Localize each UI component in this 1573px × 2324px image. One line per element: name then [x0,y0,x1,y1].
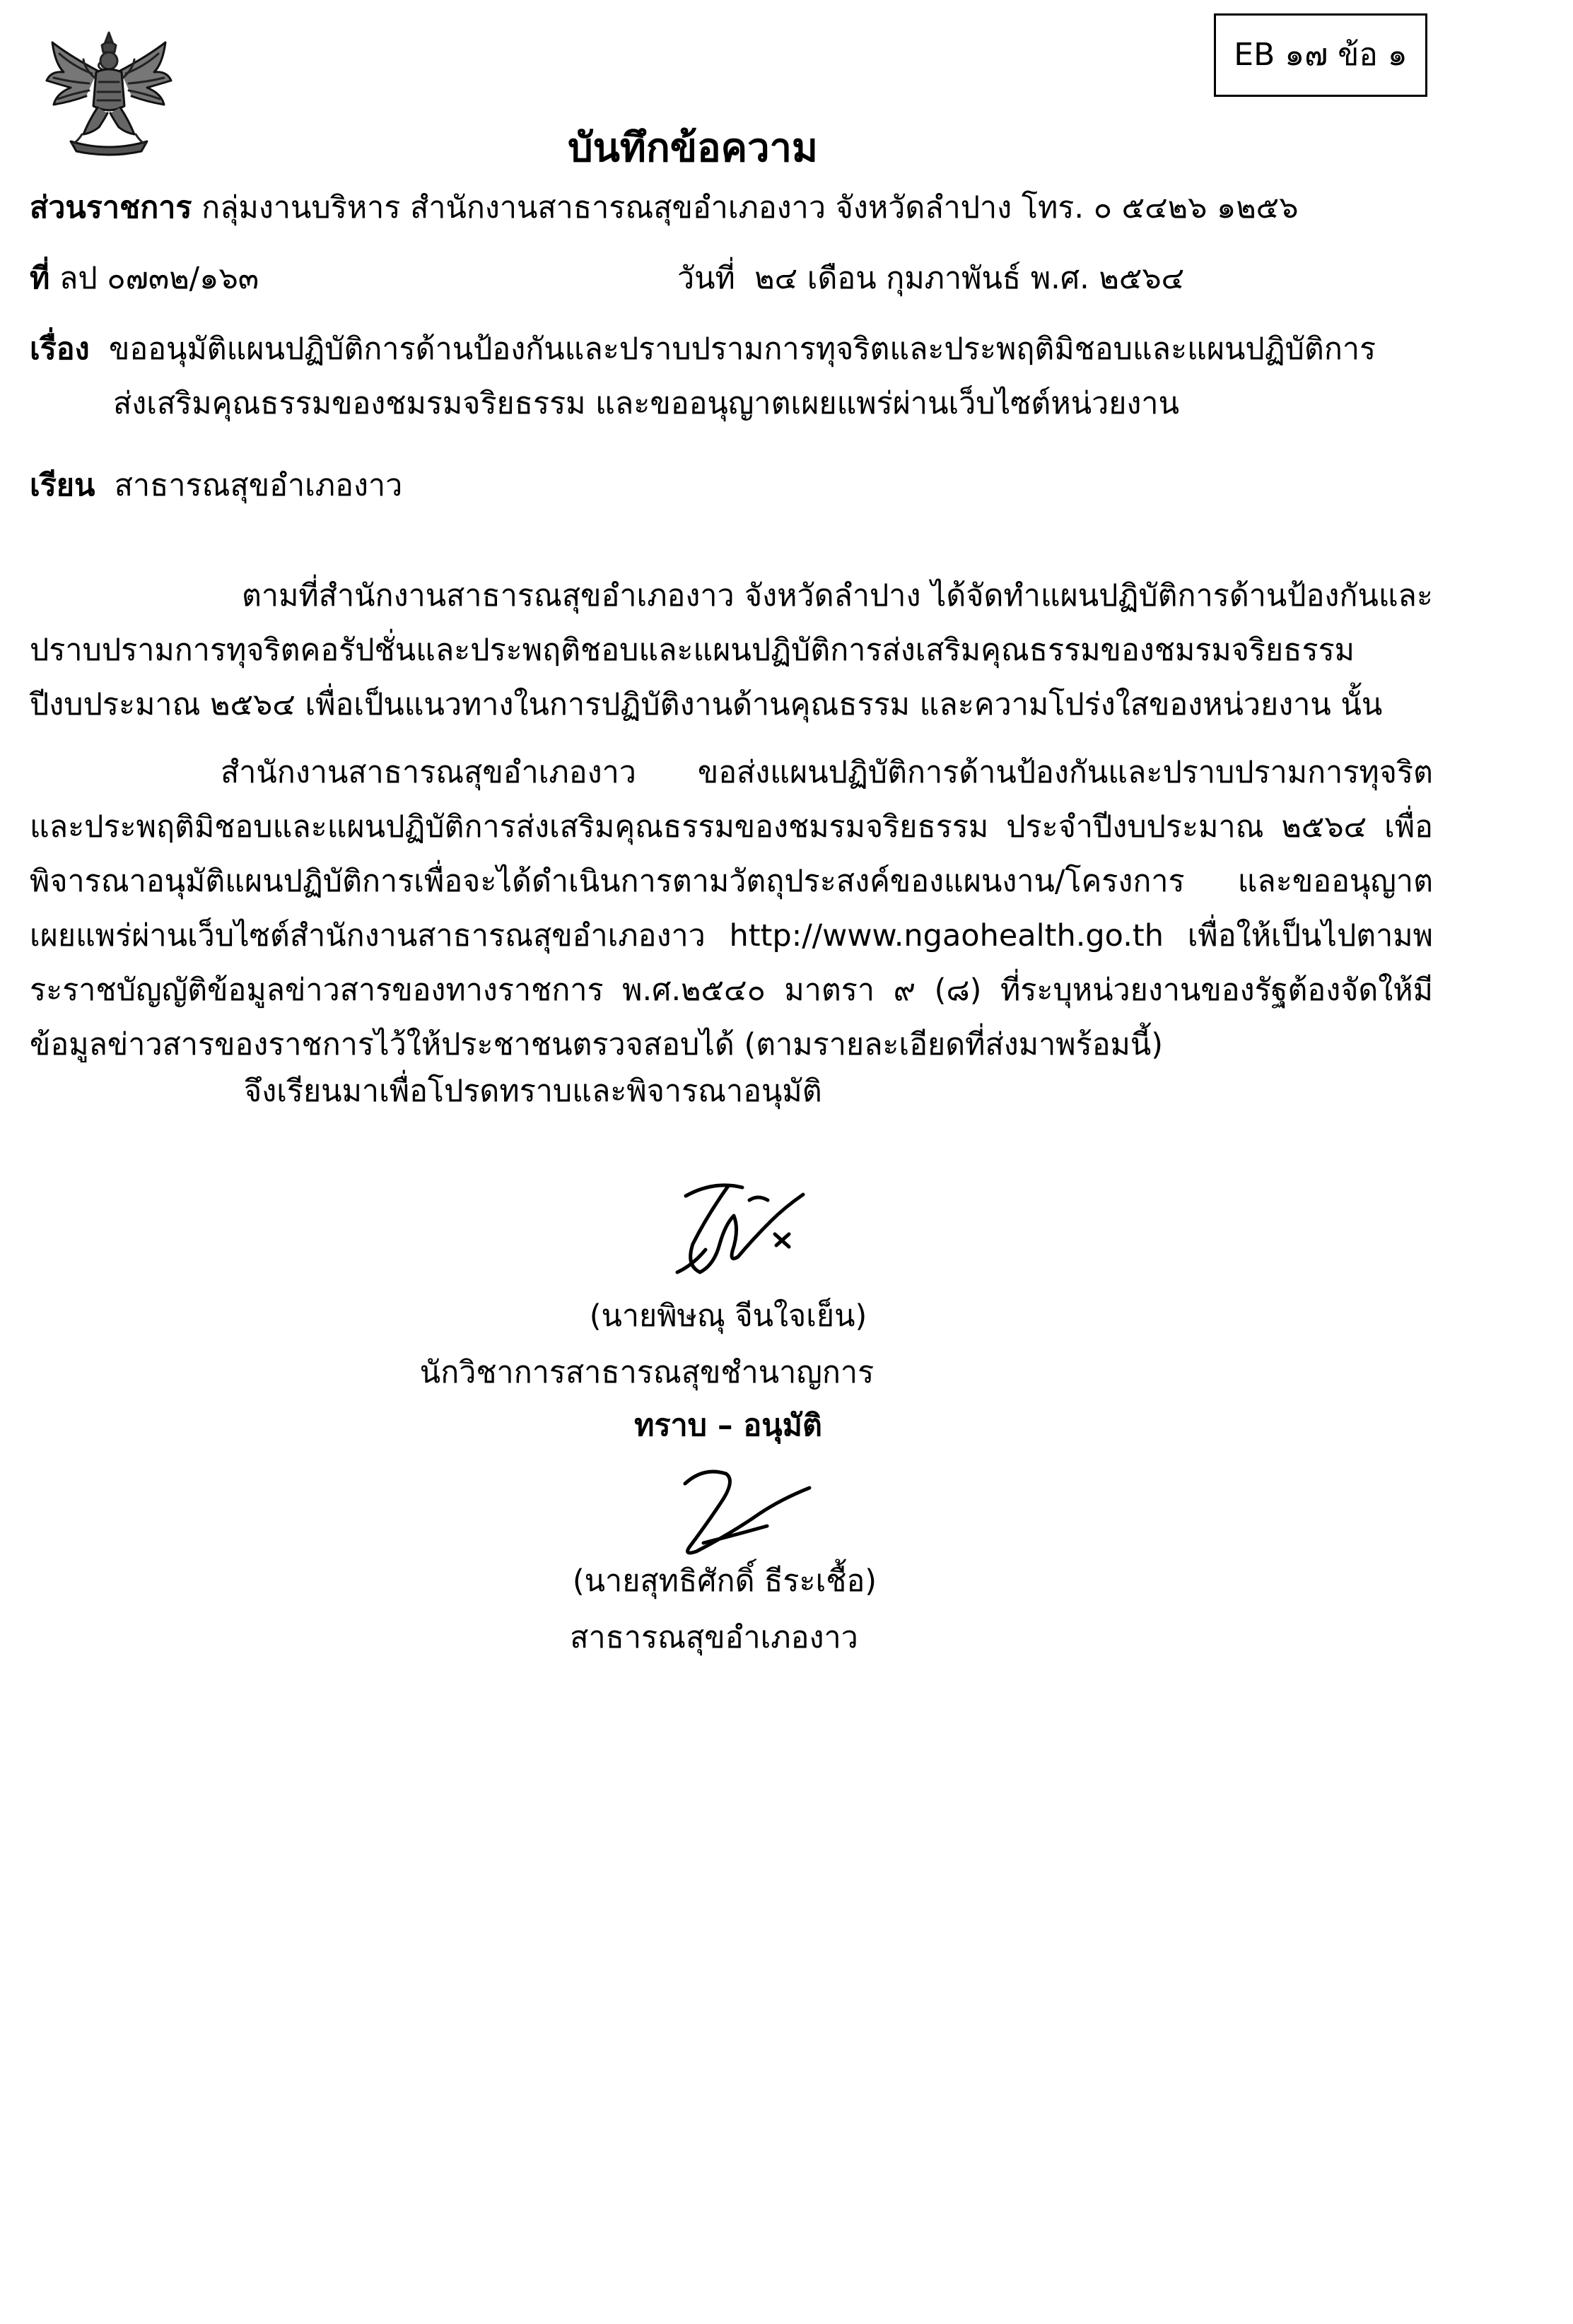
doc-number-line [30,256,259,301]
department-line [30,185,1299,230]
addressee-line [30,463,402,508]
date-line [677,256,1184,301]
subject-line-2 [113,381,1179,426]
signer1-position: นักวิชาการสาธารณสุขชำนาญการ [419,1355,875,1390]
subject-line-1 [30,327,1376,372]
document-title: บันทึกข้อความ [568,125,818,171]
signer1-name: (นายพิษณุ จีนใจเย็น) [589,1298,867,1334]
subject-label: เรื่อง [30,331,90,367]
doc-number-value: ลป ๐๗๓๒/๑๖๓ [59,261,259,296]
date-value: ๒๔ เดือน กุมภาพันธ์ พ.ศ. ๒๕๖๔ [754,261,1185,296]
subject-text-1: ขออนุมัติแผนปฏิบัติการด้านป้องกันและปราบปรามการทุจริตและประพฤติมิชอบและแผนปฏิบัติการ [108,331,1376,367]
addressee-value: สาธารณสุขอำเภองาว [114,468,403,503]
body-paragraph-1: ตามที่สำนักงานสาธารณสุขอำเภองาว จังหวัดลำปาง ได้จัดทำแผนปฏิบัติการด้านป้องกันและปราบปรามการทุจริตคอรัปชั่นและประพฤติชอบและแผนปฏิบัติการส่งเสริมคุณธรรมของชมรมจริยธรรม ปีงบประมาณ ๒๕๖๔ เพื่อเป็นแนวทางในการปฏิบัติงานด้านคุณธรรม และความโปร่งใสของหน่วยงาน นั้น [30,578,1433,722]
body-paragraph-2: สำนักงานสาธารณสุขอำเภองาว ขอส่งแผนปฏิบัติการด้านป้องกันและปราบปรามการทุจริตและประพฤติมิชอบและแผนปฏิบัติการส่งเสริมคุณธรรมของชมรมจริยธรรม ประจำปีงบประมาณ ๒๕๖๔ เพื่อพิจารณาอนุมัติแผนปฏิบัติการเพื่อจะได้ดำเนินการตามวัตถุประสงค์ของแผนงาน/โครงการ และขออนุญาตเผยแพร่ผ่านเว็บไซต์สำนักงานสาธารณสุขอำเภองาว http://www.ngaohealth.go.th เพื่อให้เป็นไปตามพระราชบัญญัติข้อมูลข่าวสารของทางราชการ พ.ศ.๒๕๔๐ มาตรา ๙ (๘) ที่ระบุหน่วยงานของรัฐต้องจัดให้มีข้อมูลข่าวสารของราชการไว้ให้ประชาชนตรวจสอบได้ (ตามรายละเอียดที่ส่งมาพร้อมนี้) [30,755,1433,1062]
addressee-label: เรียน [30,468,95,503]
signer2-position: สาธารณสุขอำเภองาว [570,1620,858,1655]
approval-text: ทราบ – อนุมัติ [634,1408,822,1443]
signature-1 [665,1166,820,1290]
department-label: ส่วนราชการ [30,190,192,225]
closing-line: จึงเรียนมาเพื่อโปรดทราบและพิจารณาอนุมัติ [244,1074,822,1109]
department-value: กลุ่มงานบริหาร สำนักงานสาธารณสุขอำเภองาว จังหวัดลำปาง โทร. ๐ ๕๔๒๖ ๑๒๕๖ [201,190,1299,225]
reference-box: EB ๑๗ ข้อ ๑ [1214,13,1427,97]
signer2-name: (นายสุทธิศักดิ์ ธีระเชื้อ) [572,1563,877,1599]
subject-text-2: ส่งเสริมคุณธรรมของชมรมจริยธรรม และขออนุญาตเผยแพร่ผ่านเว็บไซต์หน่วยงาน [113,386,1179,421]
signature-2 [675,1460,817,1562]
doc-number-label: ที่ [30,261,50,296]
date-label: วันที่ [677,261,735,296]
